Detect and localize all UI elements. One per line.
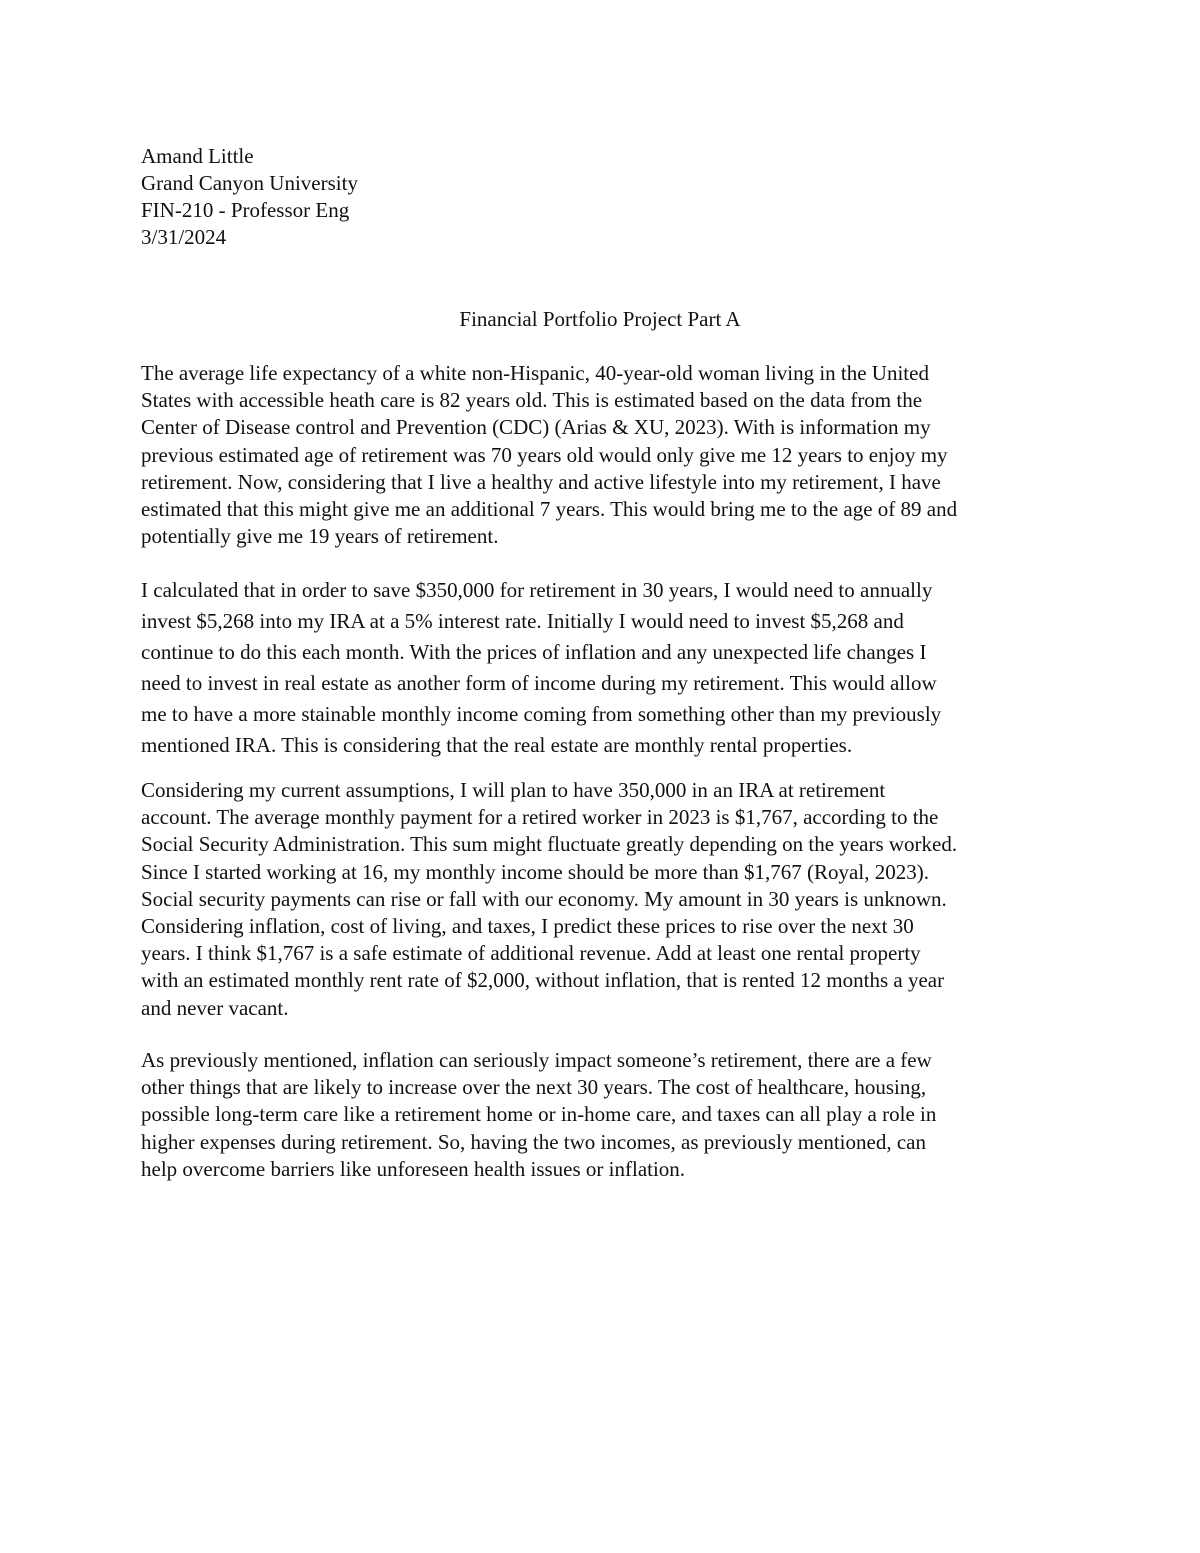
- paragraph-line: Social security payments can rise or fall with our economy. My amount in 30 years is unknown.: [141, 886, 947, 911]
- paragraph-line: Since I started working at 16, my monthly income should be more than $1,767 (Royal, 2023).: [141, 859, 929, 884]
- paragraph-line: with an estimated monthly rent rate of $2,000, without inflation, that is rented 12 months a year: [141, 968, 945, 993]
- paragraph-line: retirement. Now, considering that I live a healthy and active lifestyle into my retirement, I have: [141, 469, 941, 494]
- course-info: FIN-210 - Professor Eng: [141, 198, 350, 222]
- paragraph-line: possible long-term care like a retirement home or in-home care, and taxes can all play a role in: [141, 1102, 937, 1127]
- paragraph-inflation: [141, 1047, 1066, 1183]
- paragraph-line: me to have a more stainable monthly income coming from something other than my previously: [141, 702, 942, 726]
- paragraph-line: previous estimated age of retirement was 70 years old would only give me 12 years to enjoy my: [141, 442, 948, 467]
- paragraph-line: help overcome barriers like unforeseen health issues or inflation.: [141, 1156, 686, 1181]
- paragraph-line: As previously mentioned, inflation can seriously impact someone’s retirement, there are a few: [141, 1048, 932, 1072]
- paragraph-life-expectancy: [141, 360, 1066, 550]
- paragraph-line: continue to do this each month. With the prices of inflation and any unexpected life changes I: [141, 640, 927, 664]
- document-header: [141, 143, 358, 251]
- paragraph-line: Social Security Administration. This sum might fluctuate greatly depending on the years worked.: [141, 832, 958, 857]
- paragraph-line: other things that are likely to increase over the next 30 years. The cost of healthcare, housing,: [141, 1075, 927, 1100]
- paragraph-line: years. I think $1,767 is a safe estimate of additional revenue. Add at least one rental property: [141, 941, 921, 966]
- institution-name: Grand Canyon University: [141, 171, 358, 195]
- paragraph-line: The average life expectancy of a white non-Hispanic, 40-year-old woman living in the United: [141, 361, 929, 385]
- paragraph-line: I calculated that in order to save $350,000 for retirement in 30 years, I would need to annually: [141, 578, 933, 602]
- paragraph-savings-plan: [141, 575, 1066, 761]
- document-title: Financial Portfolio Project Part A: [459, 307, 741, 331]
- paragraph-line: estimated that this might give me an additional 7 years. This would bring me to the age of 89 and: [141, 497, 958, 522]
- author-name: Amand Little: [141, 144, 254, 168]
- paragraph-line: mentioned IRA. This is considering that the real estate are monthly rental properties.: [141, 733, 853, 757]
- paragraph-line: Center of Disease control and Prevention (CDC) (Arias & XU, 2023). With is information my: [141, 415, 931, 440]
- paragraph-line: States with accessible heath care is 82 years old. This is estimated based on the data from the: [141, 388, 923, 413]
- paragraph-line: higher expenses during retirement. So, having the two incomes, as previously mentioned, can: [141, 1129, 926, 1154]
- paragraph-assumptions: [141, 777, 1066, 1022]
- paragraph-line: Considering my current assumptions, I will plan to have 350,000 in an IRA at retirement: [141, 778, 886, 802]
- paragraph-line: need to invest in real estate as another form of income during my retirement. This would allow: [141, 671, 937, 695]
- document-date: 3/31/2024: [141, 225, 227, 249]
- paragraph-line: invest $5,268 into my IRA at a 5% interest rate. Initially I would need to invest $5,268 and: [141, 609, 904, 633]
- paragraph-line: Considering inflation, cost of living, and taxes, I predict these prices to rise over the next 30: [141, 914, 914, 939]
- paragraph-line: account. The average monthly payment for a retired worker in 2023 is $1,767, according to the: [141, 805, 939, 830]
- paragraph-line: potentially give me 19 years of retirement.: [141, 524, 499, 549]
- paragraph-line: and never vacant.: [141, 995, 289, 1020]
